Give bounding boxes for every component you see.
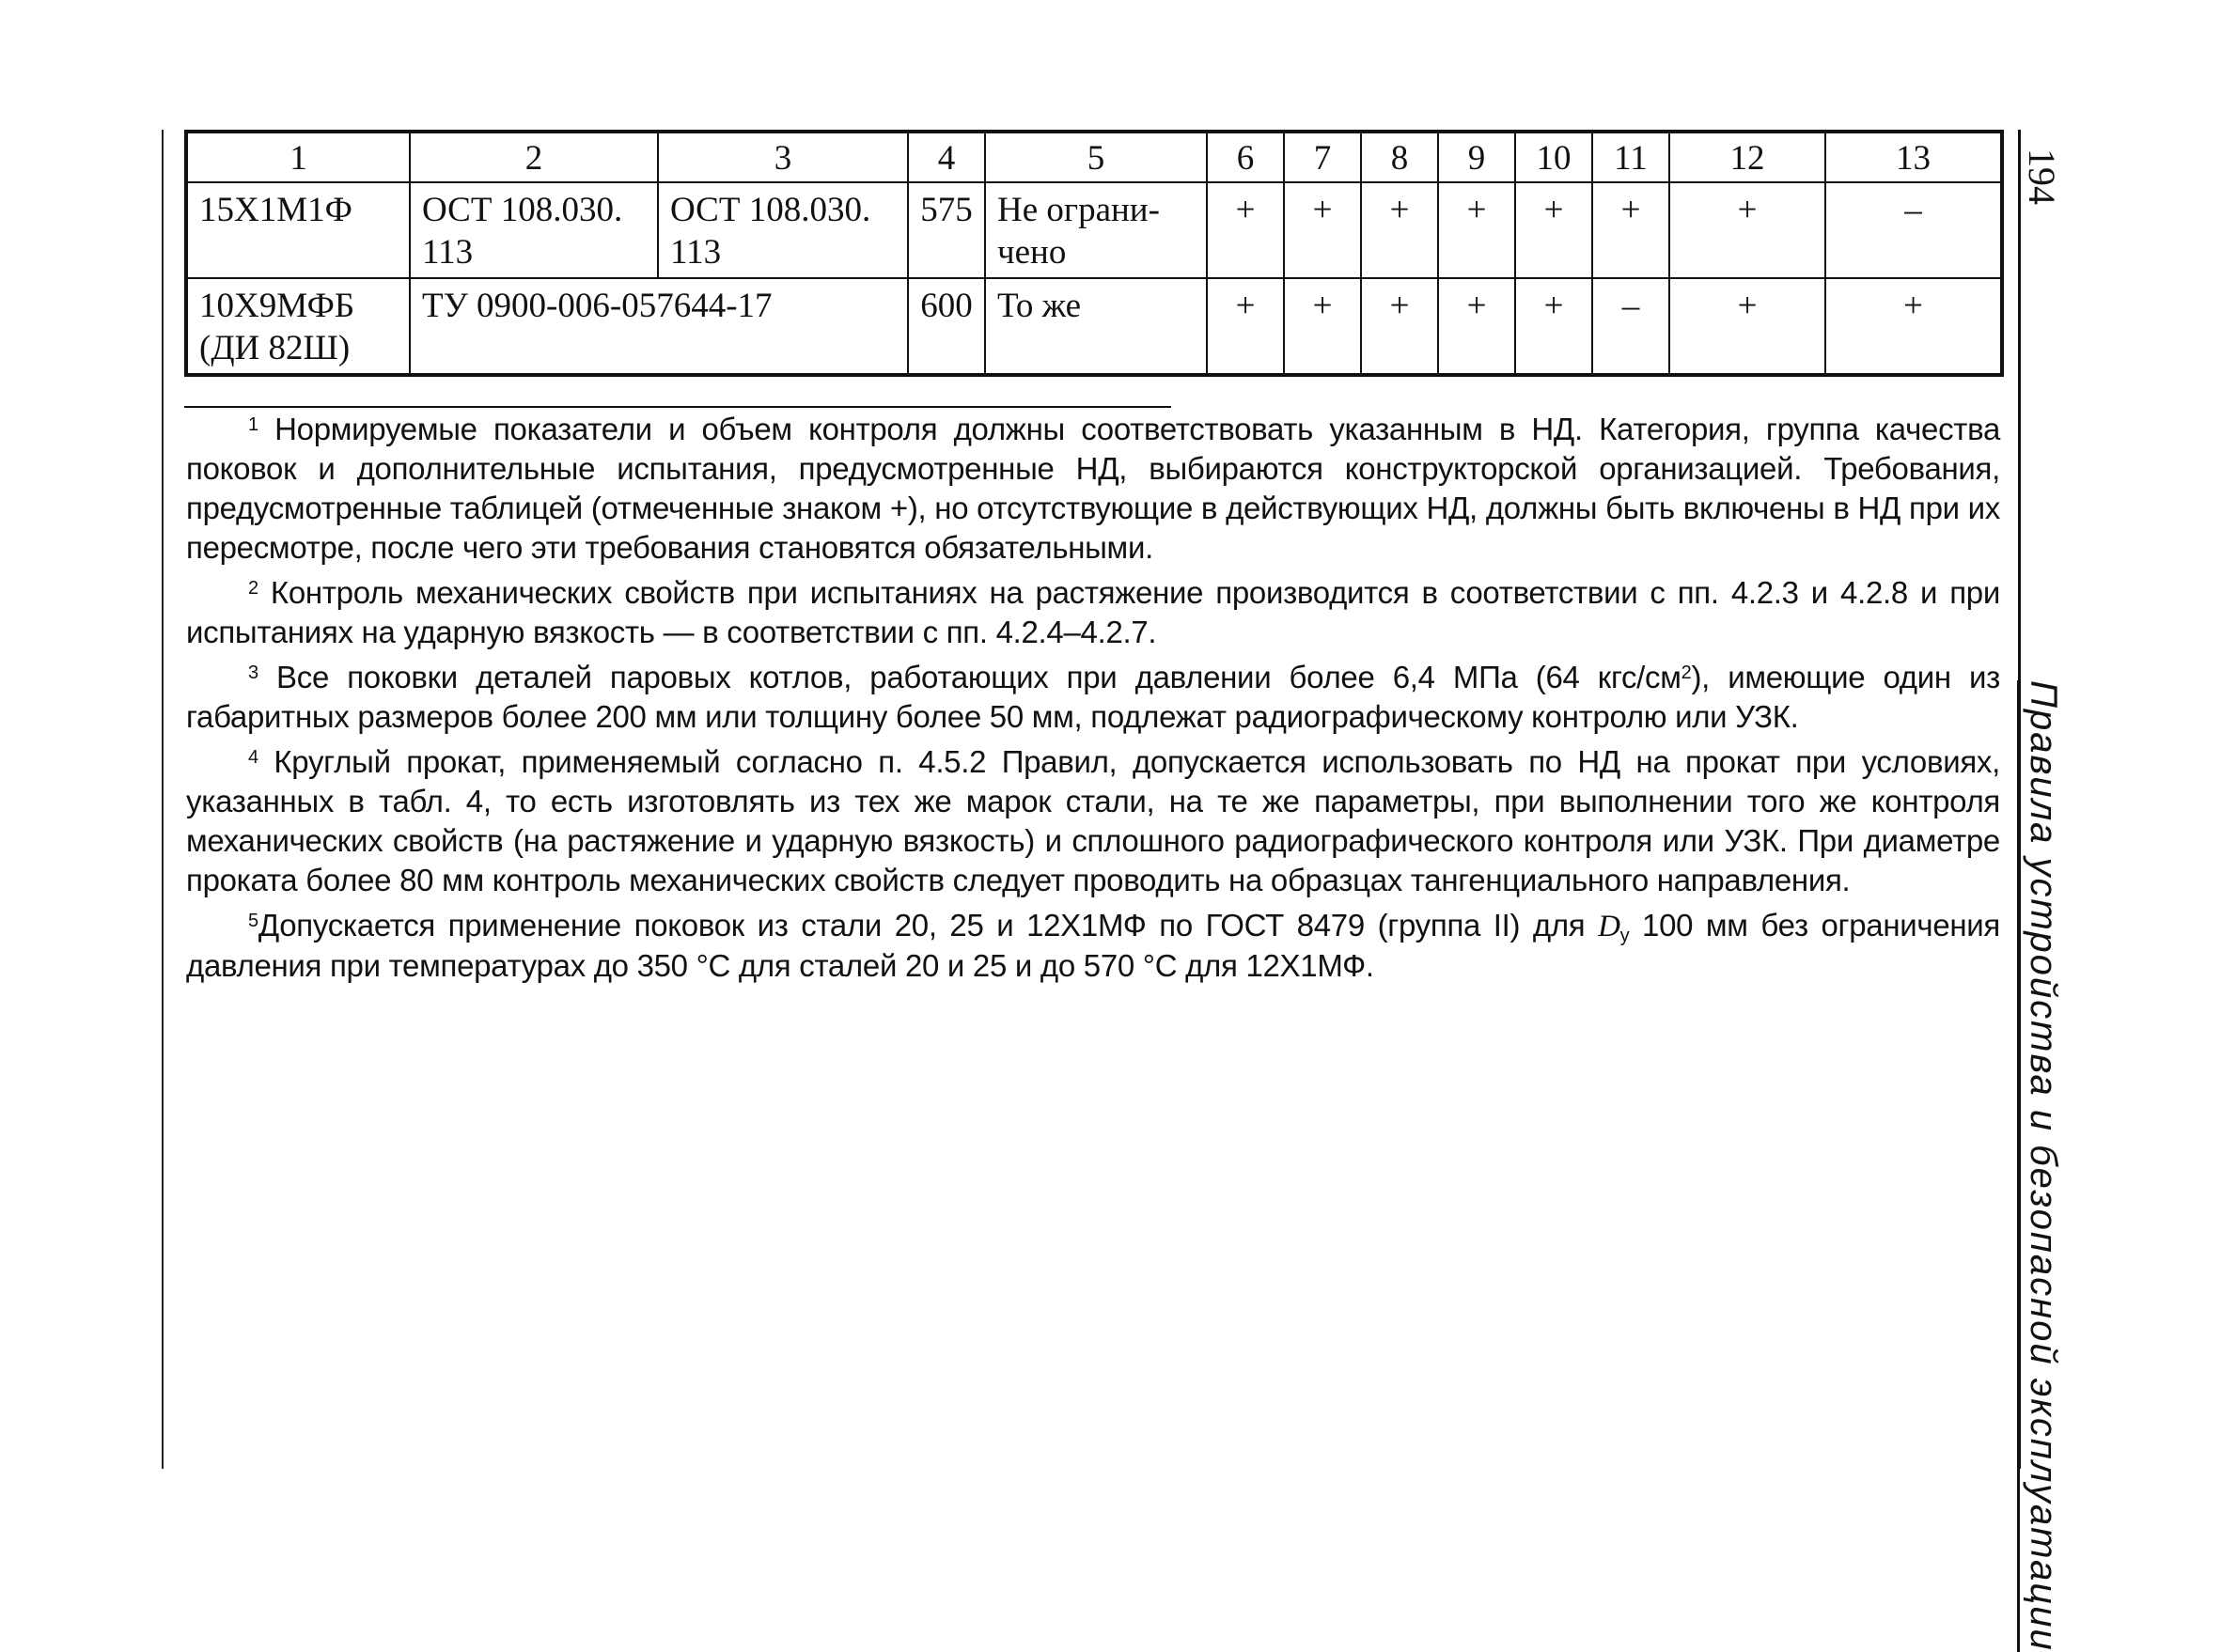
header-cell: 5 — [985, 132, 1207, 182]
header-cell: 6 — [1207, 132, 1284, 182]
mark-cell: + — [1515, 182, 1592, 278]
header-cell: 11 — [1592, 132, 1669, 182]
header-cell: 10 — [1515, 132, 1592, 182]
mark-cell: + — [1361, 182, 1438, 278]
header-cell: 3 — [658, 132, 908, 182]
footnote-mark: 1 — [248, 414, 258, 435]
steel-grade-cell — [186, 278, 410, 375]
mark-cell: + — [1361, 278, 1438, 375]
temperature-cell: 575 — [908, 182, 985, 278]
footnote-1 — [186, 410, 2000, 568]
footnote-text: Допускается применение поковок из стали 20, 25 и 12Х1МФ по ГОСТ 8479 (группа II) для — [258, 908, 1599, 943]
table-header-row — [186, 132, 2002, 182]
mark-cell: + — [1669, 182, 1825, 278]
header-cell: 9 — [1438, 132, 1515, 182]
mark-cell: + — [1284, 182, 1361, 278]
mark-cell: + — [1592, 182, 1669, 278]
footnote-2 — [186, 573, 2000, 652]
footnote-5 — [186, 906, 2000, 986]
footnote-text: ), имеющие один из габаритных размеров более 200 мм или толщину более 50 мм, подлежат радиографическому контролю или УЗК. — [186, 660, 2000, 734]
nd-line: ОСТ 108.030. — [422, 191, 623, 229]
footnote-text: Все поковки деталей паровых котлов, работающих при давлении более 6,4 МПа (64 кгс/см — [276, 660, 1681, 694]
left-margin-rule — [162, 130, 164, 1469]
pressure-line: чено — [997, 233, 1067, 272]
footnote-separator — [184, 406, 1171, 408]
footnotes — [186, 410, 2000, 991]
header-cell: 4 — [908, 132, 985, 182]
nd-cell — [658, 182, 908, 278]
footnote-mark: 2 — [248, 578, 258, 599]
mark-cell: – — [1592, 278, 1669, 375]
steel-grade-cell — [186, 182, 410, 278]
header-cell: 8 — [1361, 132, 1438, 182]
header-cell: 13 — [1825, 132, 2002, 182]
mark-cell: + — [1438, 182, 1515, 278]
nd-line: 113 — [670, 233, 722, 272]
footnote-variable: D — [1598, 910, 1620, 943]
footnote-text: Контроль механических свойств при испытаниях на растяжение производится в соответствии с пп. 4.2.3 и 4.2.8 и при испытаниях на ударную вязкость — в соответствии с пп. 4.2.4–4.2.7. — [186, 575, 2000, 649]
footnote-4 — [186, 742, 2000, 900]
footnote-superscript: 2 — [1681, 662, 1692, 683]
steel-grade: 15Х1М1Ф — [199, 191, 352, 229]
mark-cell: + — [1438, 278, 1515, 375]
table-row — [186, 182, 2002, 278]
temperature-cell: 600 — [908, 278, 985, 375]
footnote-mark: 5 — [248, 911, 258, 931]
nd-line: 113 — [422, 233, 474, 272]
footnote-text: 100 мм без ограничения давления при температурах до 350 °С для сталей 20 и 25 и до 570 °С для 12Х1МФ. — [186, 908, 2000, 983]
steel-grade: 10Х9МФБ — [199, 287, 355, 325]
pressure-cell — [985, 182, 1207, 278]
mark-cell: + — [1207, 182, 1284, 278]
header-cell: 12 — [1669, 132, 1825, 182]
footnote-subscript: у — [1619, 926, 1630, 946]
footnote-mark: 3 — [248, 662, 258, 683]
mark-cell: + — [1515, 278, 1592, 375]
footnote-3 — [186, 658, 2000, 737]
mark-cell: – — [1825, 182, 2002, 278]
pressure-line: То же — [997, 287, 1082, 325]
running-head: Правила устройства и безопасной эксплуатации — [2017, 680, 2064, 1652]
pressure-cell — [985, 278, 1207, 375]
mark-cell: + — [1207, 278, 1284, 375]
page-number: 194 — [2021, 148, 2063, 205]
footnote-mark: 4 — [248, 747, 258, 768]
header-cell: 7 — [1284, 132, 1361, 182]
header-cell: 2 — [410, 132, 658, 182]
header-cell: 1 — [186, 132, 410, 182]
footnote-text: Нормируемые показатели и объем контроля должны соответствовать указанным в НД. Категория, группа качества поковок и дополнительные испытания, предусмотренные НД, выбираются конструкторской организацией. Требования, предусмотренные таблицей (отмеченные знаком +), но отсутствующие в действующих НД, должны быть включены в НД при их пересмотре, после чего эти требования становятся обязательными. — [186, 412, 2000, 565]
steel-grade-alias: (ДИ 82Ш) — [199, 329, 351, 367]
pressure-line: Не ограни- — [997, 191, 1160, 229]
table-row — [186, 278, 2002, 375]
mark-cell: + — [1284, 278, 1361, 375]
mark-cell: + — [1669, 278, 1825, 375]
nd-line: ОСТ 108.030. — [670, 191, 871, 229]
footnote-text: Круглый прокат, применяемый согласно п. 4.5.2 Правил, допускается использовать по НД на прокат при условиях, указанных в табл. 4, то есть изготовлять из тех же марок стали, на те же параметры, при выполнении того же контроля механических свойств (на растяжение и ударную вязкость) и сплошного радиографического контроля или УЗК. При диаметре проката более 80 мм контроль механических свойств следует проводить на образцах тангенциального направления. — [186, 744, 2000, 897]
nd-cell — [410, 182, 658, 278]
mark-cell: + — [1825, 278, 2002, 375]
requirements-table — [184, 130, 2004, 377]
nd-merged-cell: ТУ 0900-006-057644-17 — [410, 278, 908, 375]
